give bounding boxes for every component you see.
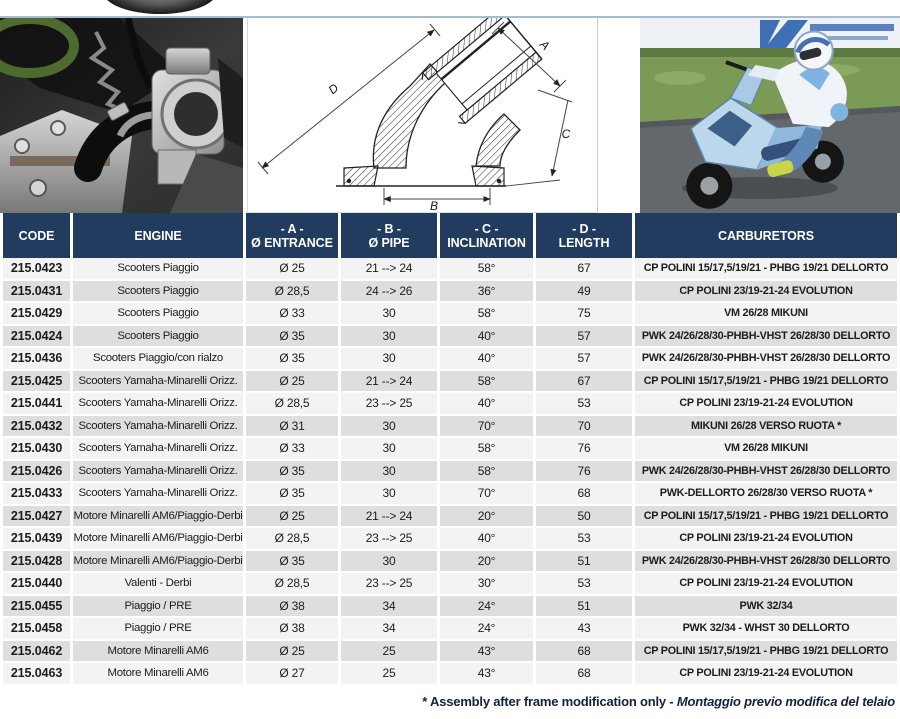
table-row (0, 303, 900, 324)
cell-inclination: 58° (440, 258, 533, 279)
cell-length: 67 (536, 258, 632, 279)
cropped-part-photo-arc (103, 0, 217, 14)
carburetor-photo-art (0, 18, 243, 213)
table-row (0, 371, 900, 392)
cell-entrance: Ø 25 (246, 506, 338, 527)
cell-carburetors: CP POLINI 23/19-21-24 EVOLUTION (635, 393, 897, 414)
cell-carburetors: PWK 24/26/28/30-PHBH-VHST 26/28/30 DELLORTO (635, 326, 897, 347)
cell-length: 76 (536, 461, 632, 482)
pipe-wall-left (373, 64, 446, 168)
cell-code: 215.0458 (3, 618, 70, 639)
cell-inclination: 40° (440, 393, 533, 414)
bolt (30, 180, 46, 196)
table-row (0, 528, 900, 549)
cell-length: 49 (536, 281, 632, 302)
cell-entrance: Ø 25 (246, 641, 338, 662)
dim-label-d: D (325, 80, 342, 98)
pipe-wall-right (476, 114, 520, 166)
cell-pipe: 21 --> 24 (341, 258, 437, 279)
cell-pipe: 30 (341, 348, 437, 369)
cell-length: 68 (536, 641, 632, 662)
cell-carburetors: PWK 32/34 (635, 596, 897, 617)
bolt (15, 139, 29, 153)
cell-engine: Scooters Piaggio (73, 258, 243, 279)
manifold-diagram-svg (248, 18, 597, 211)
cell-engine: Motore Minarelli AM6/Piaggio-Derbi (73, 551, 243, 572)
bolt-hole-left (347, 179, 351, 183)
cell-entrance: Ø 25 (246, 371, 338, 392)
table-row (0, 618, 900, 639)
table-body (0, 258, 900, 686)
cell-engine: Valenti - Derbi (73, 573, 243, 594)
cell-inclination: 40° (440, 528, 533, 549)
cell-pipe: 30 (341, 551, 437, 572)
table-row (0, 483, 900, 504)
cell-pipe: 23 --> 25 (341, 393, 437, 414)
intake-ring-hole (0, 29, 60, 63)
cell-pipe: 30 (341, 438, 437, 459)
cell-entrance: Ø 28,5 (246, 281, 338, 302)
carburetor-top-cap (166, 48, 210, 74)
cell-carburetors: MIKUNI 26/28 VERSO RUOTA * (635, 416, 897, 437)
column-header-code: CODE (3, 213, 70, 258)
carburetor-on-engine-photo (0, 18, 243, 213)
table-header-row (0, 213, 900, 258)
cell-entrance: Ø 35 (246, 551, 338, 572)
table-row (0, 573, 900, 594)
cell-inclination: 43° (440, 663, 533, 684)
column-header-pipe: - B - Ø PIPE (341, 213, 437, 258)
cell-inclination: 58° (440, 303, 533, 324)
cell-carburetors: CP POLINI 15/17,5/19/21 - PHBG 19/21 DELLORTO (635, 641, 897, 662)
dim-extension (538, 90, 572, 102)
cell-inclination: 58° (440, 438, 533, 459)
cell-entrance: Ø 33 (246, 303, 338, 324)
cell-carburetors: CP POLINI 23/19-21-24 EVOLUTION (635, 281, 897, 302)
cell-inclination: 30° (440, 573, 533, 594)
table-row (0, 258, 900, 279)
cell-length: 76 (536, 438, 632, 459)
dim-label-c: C (561, 127, 571, 141)
footnote-italian: Montaggio previo modifica del telaio (676, 694, 895, 709)
footnote-english: * Assembly after frame modification only - (422, 694, 677, 709)
cell-code: 215.0441 (3, 393, 70, 414)
cell-carburetors: CP POLINI 15/17,5/19/21 - PHBG 19/21 DELLORTO (635, 258, 897, 279)
carburetor-bore (174, 92, 218, 136)
column-header-entrance: - A - Ø ENTRANCE (246, 213, 338, 258)
cell-length: 70 (536, 416, 632, 437)
cell-carburetors: CP POLINI 23/19-21-24 EVOLUTION (635, 663, 897, 684)
cell-code: 215.0462 (3, 641, 70, 662)
cell-code: 215.0433 (3, 483, 70, 504)
dim-label-a: A (537, 37, 553, 53)
cell-code: 215.0431 (3, 281, 70, 302)
racing-scooter-photo (640, 18, 900, 213)
cell-carburetors: CP POLINI 23/19-21-24 EVOLUTION (635, 528, 897, 549)
cell-entrance: Ø 38 (246, 596, 338, 617)
footnote (422, 694, 895, 709)
bolt (51, 121, 65, 135)
cell-inclination: 70° (440, 416, 533, 437)
dim-tick (430, 24, 440, 36)
cell-engine: Motore Minarelli AM6/Piaggio-Derbi (73, 506, 243, 527)
cell-engine: Motore Minarelli AM6/Piaggio-Derbi (73, 528, 243, 549)
cell-engine: Scooters Yamaha-Minarelli Orizz. (73, 416, 243, 437)
cell-carburetors: CP POLINI 15/17,5/19/21 - PHBG 19/21 DELLORTO (635, 371, 897, 392)
bolt-hole-right (497, 179, 501, 183)
cell-entrance: Ø 35 (246, 483, 338, 504)
cell-inclination: 43° (440, 641, 533, 662)
cell-code: 215.0430 (3, 438, 70, 459)
cell-length: 68 (536, 483, 632, 504)
cell-engine: Scooters Yamaha-Minarelli Orizz. (73, 393, 243, 414)
cell-engine: Motore Minarelli AM6 (73, 663, 243, 684)
table-row (0, 348, 900, 369)
cell-carburetors: PWK 24/26/28/30-PHBH-VHST 26/28/30 DELLORTO (635, 348, 897, 369)
cell-length: 51 (536, 551, 632, 572)
column-header-length: - D - LENGTH (536, 213, 632, 258)
table-row (0, 641, 900, 662)
cell-inclination: 20° (440, 551, 533, 572)
cell-pipe: 23 --> 25 (341, 528, 437, 549)
cell-engine: Scooters Piaggio (73, 281, 243, 302)
cell-length: 68 (536, 663, 632, 684)
cell-length: 51 (536, 596, 632, 617)
cell-code: 215.0423 (3, 258, 70, 279)
cell-engine: Scooters Piaggio (73, 326, 243, 347)
cell-inclination: 70° (440, 483, 533, 504)
table-row (0, 596, 900, 617)
cell-code: 215.0440 (3, 573, 70, 594)
cell-entrance: Ø 31 (246, 416, 338, 437)
table-row (0, 281, 900, 302)
cell-pipe: 30 (341, 303, 437, 324)
cell-entrance: Ø 28,5 (246, 528, 338, 549)
cell-code: 215.0428 (3, 551, 70, 572)
cell-carburetors: CP POLINI 15/17,5/19/21 - PHBG 19/21 DELLORTO (635, 506, 897, 527)
cell-entrance: Ø 28,5 (246, 573, 338, 594)
grass-patch (654, 71, 706, 85)
cell-length: 75 (536, 303, 632, 324)
cell-carburetors: CP POLINI 23/19-21-24 EVOLUTION (635, 573, 897, 594)
cell-code: 215.0439 (3, 528, 70, 549)
cell-pipe: 30 (341, 483, 437, 504)
cell-entrance: Ø 27 (246, 663, 338, 684)
cell-pipe: 30 (341, 461, 437, 482)
cell-entrance: Ø 35 (246, 348, 338, 369)
cell-pipe: 23 --> 25 (341, 573, 437, 594)
cell-carburetors: PWK 32/34 - WHST 30 DELLORTO (635, 618, 897, 639)
table-row (0, 551, 900, 572)
table-row (0, 393, 900, 414)
cell-engine: Piaggio / PRE (73, 618, 243, 639)
table-row (0, 438, 900, 459)
cell-inclination: 36° (440, 281, 533, 302)
cell-inclination: 40° (440, 348, 533, 369)
cell-length: 53 (536, 393, 632, 414)
cell-code: 215.0429 (3, 303, 70, 324)
cell-length: 67 (536, 371, 632, 392)
dim-extension (506, 180, 560, 186)
cell-pipe: 25 (341, 641, 437, 662)
cell-engine: Scooters Yamaha-Minarelli Orizz. (73, 371, 243, 392)
cell-carburetors: VM 26/28 MIKUNI (635, 438, 897, 459)
cell-entrance: Ø 28,5 (246, 393, 338, 414)
cell-pipe: 30 (341, 416, 437, 437)
cell-length: 53 (536, 573, 632, 594)
cell-entrance: Ø 33 (246, 438, 338, 459)
grass-shadow (640, 48, 900, 57)
cell-code: 215.0425 (3, 371, 70, 392)
cell-code: 215.0455 (3, 596, 70, 617)
cell-pipe: 30 (341, 326, 437, 347)
cell-carburetors: PWK-DELLORTO 26/28/30 VERSO RUOTA * (635, 483, 897, 504)
cell-entrance: Ø 38 (246, 618, 338, 639)
intake-manifold-technical-drawing (247, 18, 598, 213)
cell-entrance: Ø 35 (246, 326, 338, 347)
table-row (0, 461, 900, 482)
cell-pipe: 21 --> 24 (341, 506, 437, 527)
cell-code: 215.0463 (3, 663, 70, 684)
table-row (0, 326, 900, 347)
cell-pipe: 25 (341, 663, 437, 684)
cell-carburetors: VM 26/28 MIKUNI (635, 303, 897, 324)
scooter-photo-art (640, 18, 900, 213)
cell-pipe: 21 --> 24 (341, 371, 437, 392)
cell-inclination: 40° (440, 326, 533, 347)
cell-inclination: 58° (440, 371, 533, 392)
cell-carburetors: PWK 24/26/28/30-PHBH-VHST 26/28/30 DELLORTO (635, 461, 897, 482)
cell-pipe: 24 --> 26 (341, 281, 437, 302)
cell-pipe: 34 (341, 618, 437, 639)
table-row (0, 506, 900, 527)
cell-carburetors: PWK 24/26/28/30-PHBH-VHST 26/28/30 DELLORTO (635, 551, 897, 572)
cell-code: 215.0426 (3, 461, 70, 482)
column-header-engine: ENGINE (73, 213, 243, 258)
cell-length: 53 (536, 528, 632, 549)
dim-label-b: B (429, 199, 439, 211)
banner-logo-bar (810, 24, 894, 31)
cell-engine: Scooters Piaggio/con rialzo (73, 348, 243, 369)
cell-inclination: 20° (440, 506, 533, 527)
cell-length: 57 (536, 348, 632, 369)
cell-inclination: 24° (440, 618, 533, 639)
cell-length: 57 (536, 326, 632, 347)
cell-inclination: 58° (440, 461, 533, 482)
cell-engine: Scooters Yamaha-Minarelli Orizz. (73, 461, 243, 482)
cell-inclination: 24° (440, 596, 533, 617)
cell-engine: Scooters Yamaha-Minarelli Orizz. (73, 438, 243, 459)
cell-entrance: Ø 25 (246, 258, 338, 279)
cell-code: 215.0424 (3, 326, 70, 347)
cell-length: 43 (536, 618, 632, 639)
column-header-carburetors: CARBURETORS (635, 213, 897, 258)
cell-pipe: 34 (341, 596, 437, 617)
column-header-inclination: - C - INCLINATION (440, 213, 533, 258)
cell-engine: Scooters Yamaha-Minarelli Orizz. (73, 483, 243, 504)
cell-engine: Piaggio / PRE (73, 596, 243, 617)
cell-entrance: Ø 35 (246, 461, 338, 482)
cell-code: 215.0427 (3, 506, 70, 527)
table-row (0, 416, 900, 437)
spigot-group (419, 18, 542, 126)
cell-code: 215.0432 (3, 416, 70, 437)
cell-engine: Motore Minarelli AM6 (73, 641, 243, 662)
table-row (0, 663, 900, 684)
cell-code: 215.0436 (3, 348, 70, 369)
cell-engine: Scooters Piaggio (73, 303, 243, 324)
cell-length: 50 (536, 506, 632, 527)
